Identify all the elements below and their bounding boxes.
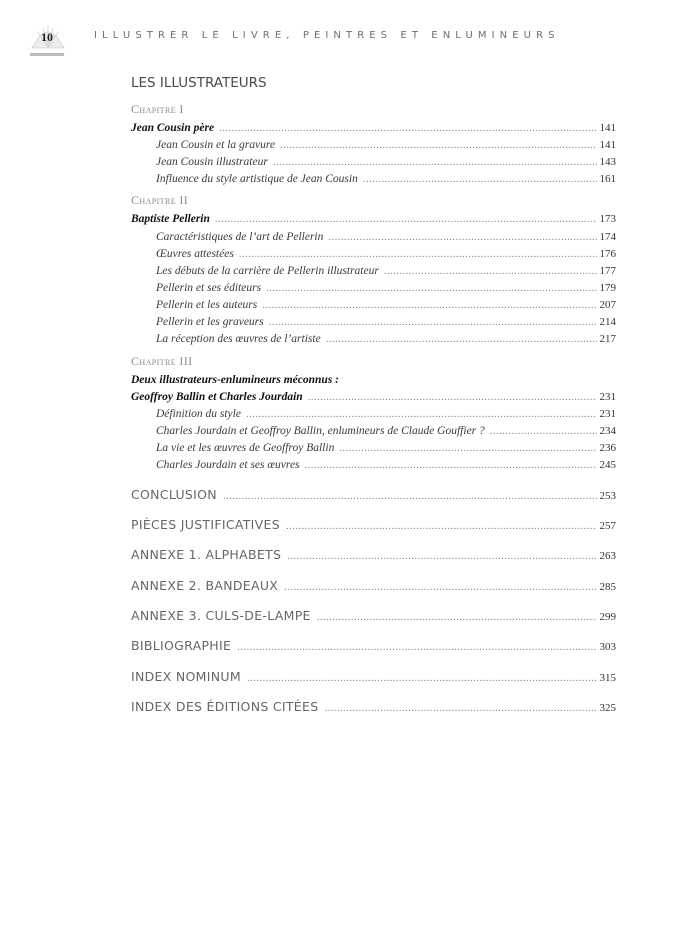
- toc-entry[interactable]: [156, 331, 616, 347]
- toc-entry[interactable]: [156, 297, 616, 313]
- dot-leader: [339, 440, 596, 456]
- toc-section-page: 263: [599, 550, 616, 562]
- dot-leader: [266, 280, 596, 296]
- dot-leader: [215, 211, 597, 227]
- dot-leader: [363, 171, 597, 187]
- dot-leader: [284, 578, 596, 596]
- dot-leader: [287, 547, 596, 565]
- toc-entry-title: Définition du style: [156, 408, 241, 420]
- toc-section[interactable]: [131, 607, 616, 626]
- page-header: [0, 22, 700, 62]
- dot-leader: [247, 669, 597, 687]
- toc-entry[interactable]: [156, 137, 616, 153]
- toc-entry-title: Jean Cousin et la gravure: [156, 139, 276, 151]
- dot-leader: [384, 263, 597, 279]
- toc-entry-title: Pellerin et les auteurs: [156, 299, 258, 311]
- toc-entry-page: 207: [599, 299, 616, 311]
- toc-entry[interactable]: [131, 211, 616, 227]
- toc-section-page: 315: [599, 672, 616, 684]
- toc-entry[interactable]: [131, 120, 616, 136]
- toc-entry-page: 161: [599, 173, 616, 185]
- toc-entry-page: 174: [599, 231, 616, 243]
- toc-entry-page: 245: [599, 459, 616, 471]
- toc-section-title: INDEX NOMINUM: [131, 669, 241, 684]
- dot-leader: [280, 137, 596, 153]
- toc-section[interactable]: [131, 637, 616, 656]
- dot-leader: [262, 297, 596, 313]
- toc-entry[interactable]: [156, 440, 616, 456]
- toc-section-title: PIÈCES JUSTIFICATIVES: [131, 517, 280, 532]
- toc-entry-page: 141: [599, 139, 616, 151]
- running-title: ILLUSTRER LE LIVRE, PEINTRES ET ENLUMINEURS: [94, 30, 560, 41]
- toc-entry-title: Jean Cousin illustrateur: [156, 156, 268, 168]
- dot-leader: [305, 457, 597, 473]
- shell-ornament-icon: [26, 22, 70, 56]
- toc-section-page: 257: [599, 520, 616, 532]
- toc-entry[interactable]: [156, 280, 616, 296]
- toc-entry-heading: [131, 372, 616, 388]
- toc-entry-title: Jean Cousin père: [131, 122, 215, 134]
- toc-entry[interactable]: [156, 229, 616, 245]
- toc-entry-title: Caractéristiques de l’art de Pellerin: [156, 231, 324, 243]
- toc-entry-page: 234: [599, 425, 616, 437]
- toc-entry-title: Influence du style artistique de Jean Cousin: [156, 173, 358, 185]
- chapter-label: Chapitre II: [131, 193, 189, 207]
- toc-entry-page: 176: [599, 248, 616, 260]
- toc-entry-title: Charles Jourdain et Geoffroy Ballin, enlumineurs de Claude Gouffier ?: [156, 425, 485, 437]
- toc-entry-page: 179: [599, 282, 616, 294]
- toc-section[interactable]: [131, 516, 616, 535]
- dot-leader: [239, 246, 597, 262]
- toc-entry-title: Pellerin et ses éditeurs: [156, 282, 262, 294]
- toc-entry-title: Baptiste Pellerin: [131, 213, 210, 225]
- toc-entry-title: La réception des œuvres de l’artiste: [156, 333, 321, 345]
- dot-leader: [237, 638, 596, 656]
- toc-entry[interactable]: [156, 406, 616, 422]
- dot-leader: [328, 229, 596, 245]
- toc-section-title: INDEX DES ÉDITIONS CITÉES: [131, 699, 319, 714]
- toc-entry-title: Deux illustrateurs-enlumineurs méconnus :: [131, 374, 340, 386]
- toc-section-title: ANNEXE 2. BANDEAUX: [131, 578, 279, 593]
- toc-section-title: CONCLUSION: [131, 487, 217, 502]
- toc-entry-page: 173: [599, 213, 616, 225]
- dot-leader: [317, 608, 597, 626]
- toc-section[interactable]: [131, 668, 616, 687]
- toc-entry-page: 214: [599, 316, 616, 328]
- dot-leader: [223, 487, 597, 505]
- toc-entry-page: 143: [599, 156, 616, 168]
- dot-leader: [269, 314, 597, 330]
- toc-section[interactable]: [131, 577, 616, 596]
- toc-entry[interactable]: [156, 154, 616, 170]
- page-number: 10: [41, 30, 53, 44]
- dot-leader: [273, 154, 597, 170]
- toc-entry-title: La vie et les œuvres de Geoffroy Ballin: [156, 442, 335, 454]
- dot-leader: [219, 120, 596, 136]
- toc-section-page: 253: [599, 490, 616, 502]
- toc-entry-title: Charles Jourdain et ses œuvres: [156, 459, 300, 471]
- toc-entry[interactable]: [156, 457, 616, 473]
- toc-entry-page: 236: [599, 442, 616, 454]
- toc-entry-title: Les débuts de la carrière de Pellerin illustrateur: [156, 265, 379, 277]
- dot-leader: [286, 517, 597, 535]
- toc-entry[interactable]: [156, 423, 616, 439]
- toc-section[interactable]: [131, 546, 616, 565]
- toc-entry-page: 141: [599, 122, 616, 134]
- toc-entry-page: 217: [599, 333, 616, 345]
- toc-entry-page: 231: [599, 408, 616, 420]
- toc-section-title: BIBLIOGRAPHIE: [131, 638, 232, 653]
- dot-leader: [490, 423, 597, 439]
- toc-section[interactable]: [131, 486, 616, 505]
- toc-entry-page: 231: [599, 391, 616, 403]
- toc-section-page: 325: [599, 702, 616, 714]
- toc-entry-title: Œuvres attestées: [156, 248, 234, 260]
- dot-leader: [326, 331, 597, 347]
- section-title: LES ILLUSTRATEURS: [131, 75, 267, 91]
- header-rule: [30, 53, 64, 56]
- toc-section-page: 299: [599, 611, 616, 623]
- toc-entry-title: Pellerin et les graveurs: [156, 316, 264, 328]
- toc-entry-title: Geoffroy Ballin et Charles Jourdain: [131, 391, 303, 403]
- toc-section[interactable]: [131, 698, 616, 717]
- toc-entry[interactable]: [156, 171, 616, 187]
- toc-entry[interactable]: [156, 314, 616, 330]
- chapter-label: Chapitre III: [131, 354, 193, 368]
- toc-entry[interactable]: [156, 263, 616, 279]
- toc-entry[interactable]: [131, 389, 616, 405]
- toc-entry[interactable]: [156, 246, 616, 262]
- dot-leader: [246, 406, 597, 422]
- dot-leader: [324, 699, 596, 717]
- chapter-label: Chapitre I: [131, 102, 184, 116]
- dot-leader: [308, 389, 597, 405]
- toc-section-title: ANNEXE 3. CULS-DE-LAMPE: [131, 608, 311, 623]
- toc-section-title: ANNEXE 1. ALPHABETS: [131, 547, 282, 562]
- toc-section-page: 285: [599, 581, 616, 593]
- toc-section-page: 303: [599, 641, 616, 653]
- toc-entry-page: 177: [599, 265, 616, 277]
